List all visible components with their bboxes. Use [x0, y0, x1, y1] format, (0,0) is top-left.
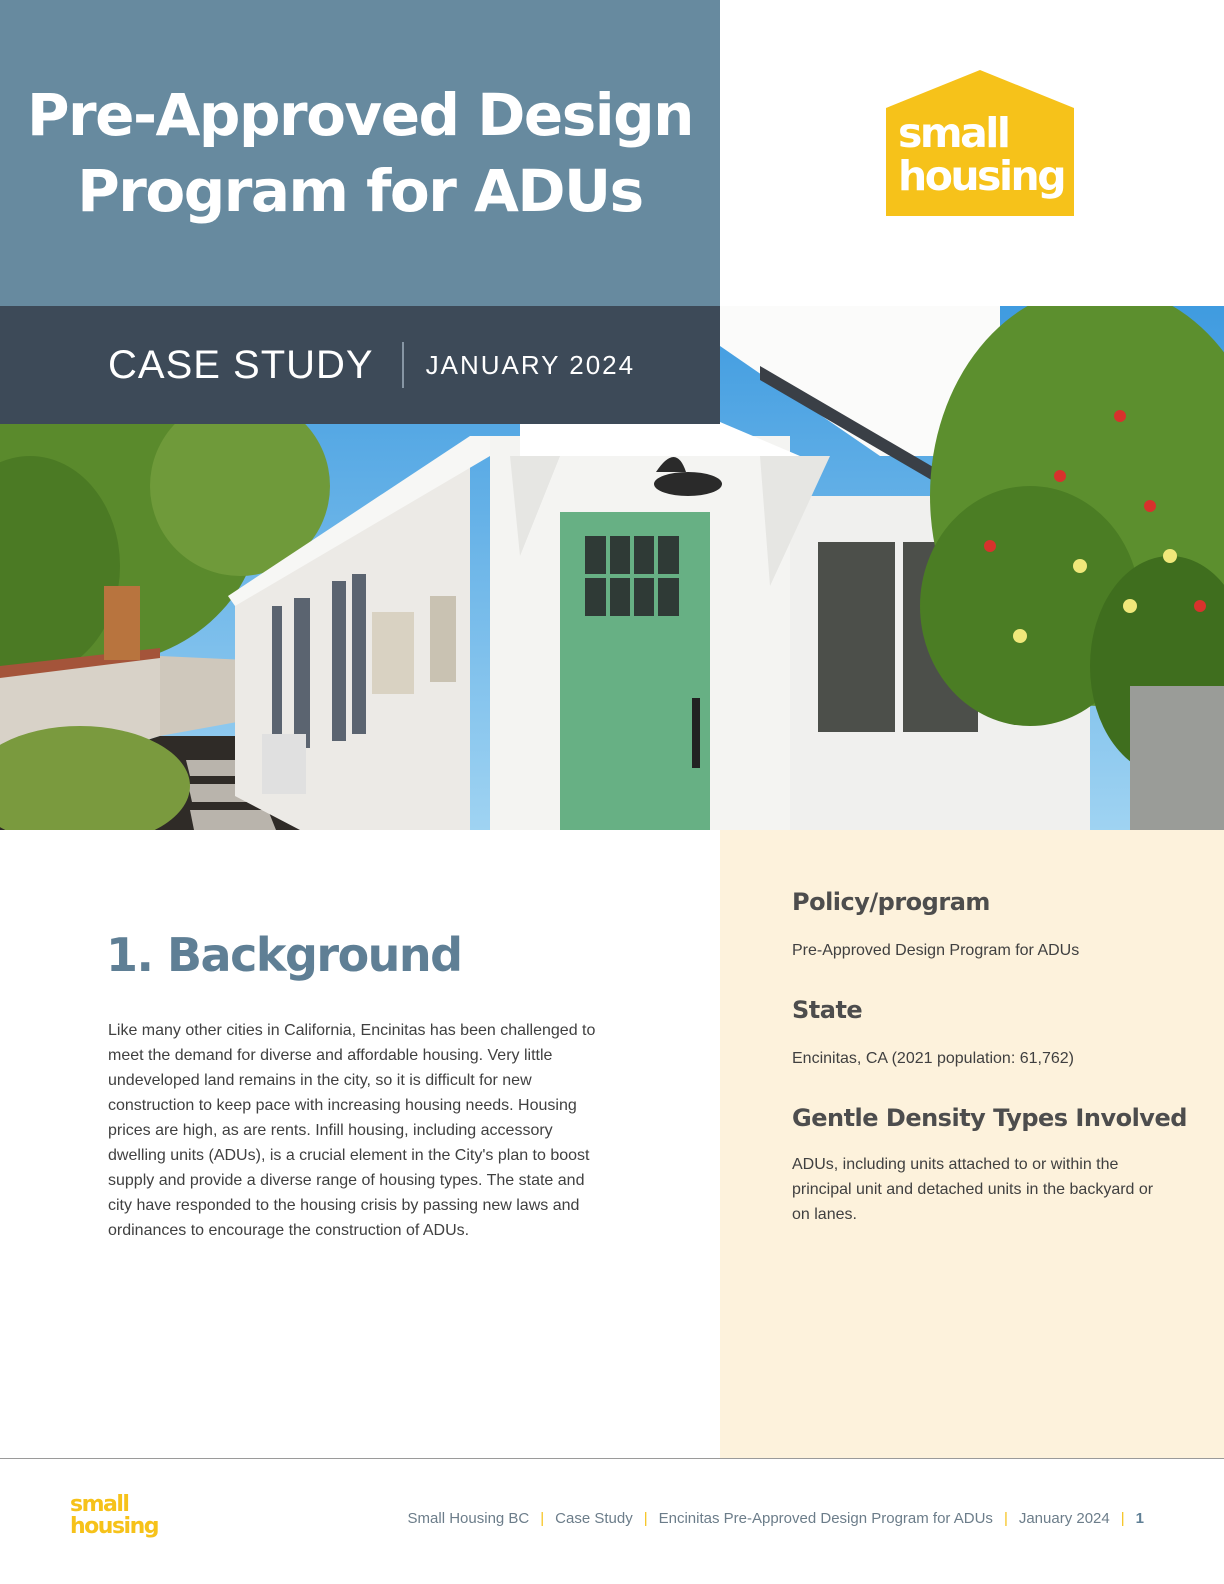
- footer-logo-housing: housing: [70, 1514, 158, 1539]
- policy-heading: Policy/program: [792, 888, 990, 916]
- logo-wordmark: [898, 109, 1065, 200]
- background-body: Like many other cities in California, Encinitas has been challenged to meet the demand for diverse and affordable housing. Very little undeveloped land remains in the city, so it is difficult for new construction to keep pace with increasing housing needs. Housing prices are high, as are rents. Infill housing, including accessory dwelling units (ADUs), is a crucial element in the City's plan to boost supply and provide a diverse range of housing types. The state and city have responded to the housing crisis by passing new laws and ordinances to encourage the construction of ADUs.: [108, 1022, 596, 1239]
- state-text: Encinitas, CA (2021 population: 61,762): [792, 1050, 1074, 1067]
- footer-crumb-date: January 2024: [1018, 1510, 1110, 1527]
- background-heading: 1. Background: [106, 928, 462, 982]
- footer-divider: [0, 1458, 1224, 1459]
- document-title: [27, 77, 693, 229]
- state-heading: State: [792, 996, 863, 1024]
- case-date: JANUARY 2024: [425, 349, 636, 380]
- case-divider: [402, 342, 404, 388]
- types-heading: Gentle Density Types Involved: [792, 1104, 1187, 1132]
- footer-breadcrumb: [408, 1510, 1144, 1527]
- logo-word-small: small: [898, 109, 1009, 157]
- page-number: 1: [1135, 1510, 1144, 1527]
- types-text: ADUs, including units attached to or within the principal unit and detached units in the backyard or on lanes.: [792, 1156, 1154, 1223]
- crumb-separator: |: [1120, 1510, 1125, 1527]
- logo-area: [720, 0, 1224, 306]
- footer-logo: [70, 1494, 158, 1538]
- logo-word-housing: housing: [898, 152, 1065, 200]
- title-line-2: Program for ADUs: [77, 157, 643, 225]
- case-study-band: [0, 306, 720, 424]
- case-study-label: CASE STUDY: [108, 342, 374, 387]
- title-line-1: Pre-Approved Design: [27, 81, 693, 149]
- footer-crumb-org: Small Housing BC: [407, 1510, 530, 1527]
- crumb-separator: |: [540, 1510, 545, 1527]
- footer-logo-small: small: [70, 1492, 129, 1517]
- title-block: [0, 0, 720, 306]
- crumb-separator: |: [643, 1510, 648, 1527]
- footer-crumb-title: Encinitas Pre-Approved Design Program for ADUs: [658, 1510, 993, 1527]
- info-sidebar: [720, 830, 1224, 1458]
- policy-text: Pre-Approved Design Program for ADUs: [792, 942, 1080, 959]
- crumb-separator: |: [1003, 1510, 1008, 1527]
- footer-crumb-type: Case Study: [555, 1510, 633, 1527]
